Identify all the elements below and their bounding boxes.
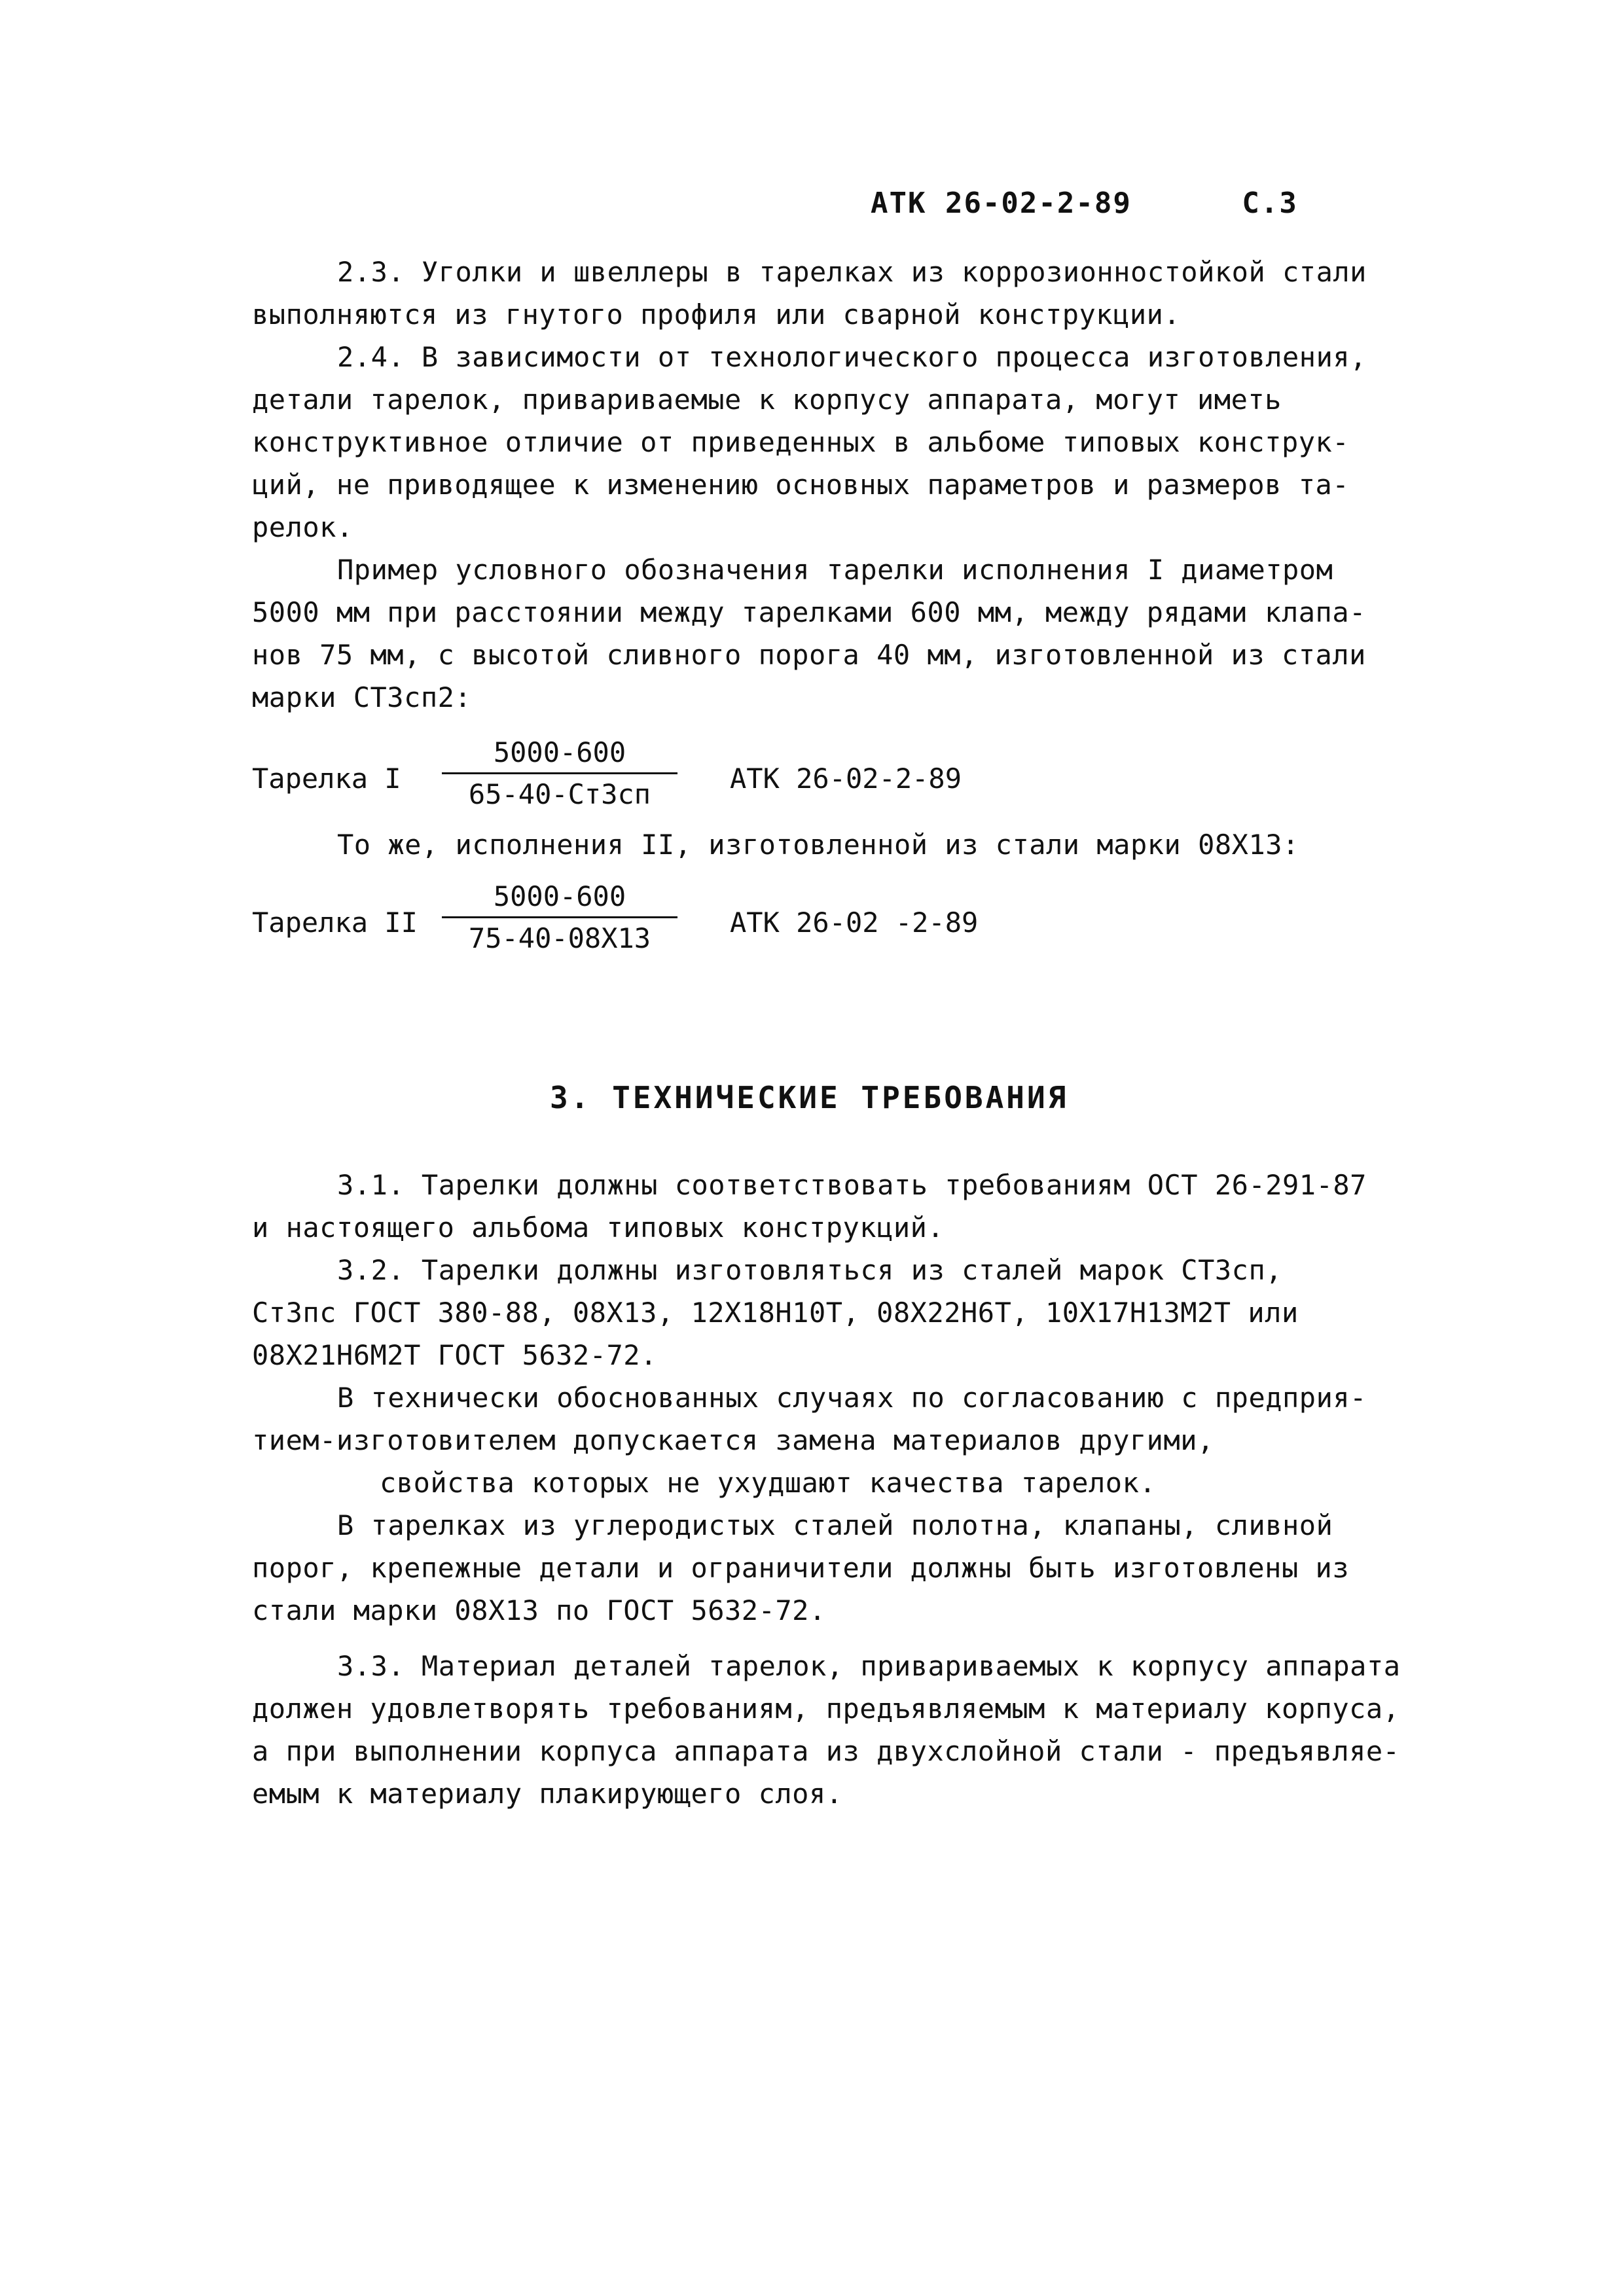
paragraph-3-2-line-2: Ст3пс ГОСТ 380-88, 08Х13, 12Х18Н10Т, 08Х22Н6Т, 10Х17Н13М2Т или	[252, 1297, 1299, 1329]
paragraph-2-4-line-4: ций, не приводящее к изменению основных параметров и размеров та-	[252, 469, 1350, 501]
example-line-2: 5000 мм при расстоянии между тарелками 600 мм, между рядами клапа-	[252, 596, 1366, 628]
paragraph-2-3-line-2: выполняются из гнутого профиля или сварной конструкции.	[252, 298, 1181, 331]
paragraph-3-3-line-4: емым к материалу плакирующего слоя.	[252, 1778, 843, 1810]
paragraph-3-2-line-3: 08Х21Н6М2Т ГОСТ 5632-72.	[252, 1339, 657, 1371]
paragraph-2-4-line-5: релок.	[252, 511, 353, 543]
paragraph-3-3-line-1: 3.3. Материал деталей тарелок, привариваемых к корпусу аппарата	[337, 1650, 1401, 1682]
designation-2-standard: АТК 26-02 -2-89	[730, 906, 979, 939]
designation-1-denominator: 65-40-Ст3сп	[468, 778, 651, 810]
designation-1-standard: АТК 26-02-2-89	[730, 762, 962, 795]
designation-1-numerator: 5000-600	[442, 736, 677, 774]
paragraph-3-1-line-2: и настоящего альбома типовых конструкций.	[252, 1211, 945, 1244]
paragraph-3-2c-line-1: В тарелках из углеродистых сталей полотна, клапаны, сливной	[337, 1509, 1333, 1541]
paragraph-2-3-line-1: 2.3. Уголки и швеллеры в тарелках из коррозионностойкой стали	[337, 256, 1367, 288]
page-header	[871, 187, 1298, 220]
example-line-1: Пример условного обозначения тарелки исполнения I диаметром	[337, 554, 1333, 586]
paragraph-2-4-line-2: детали тарелок, привариваемые к корпусу аппарата, могут иметь	[252, 384, 1282, 416]
paragraph-3-2b-line-3: свойства которых не ухудшают качества тарелок.	[380, 1467, 1157, 1499]
same-execution-line: То же, исполнения II, изготовленной из стали марки 08Х13:	[337, 829, 1299, 861]
paragraph-2-4-line-3: конструктивное отличие от приведенных в альбоме типовых конструк-	[252, 426, 1350, 458]
paragraph-3-2-line-1: 3.2. Тарелки должны изготовляться из сталей марок СТ3сп,	[337, 1254, 1283, 1286]
paragraph-3-3-line-2: должен удовлетворять требованиям, предъявляемым к материалу корпуса,	[252, 1693, 1400, 1725]
paragraph-2-4-line-1: 2.4. В зависимости от технологического процесса изготовления,	[337, 341, 1367, 373]
section-3-heading: 3. ТЕХНИЧЕСКИЕ ТРЕБОВАНИЯ	[550, 1080, 1069, 1115]
designation-1-fraction	[442, 736, 677, 810]
paragraph-3-2c-line-3: стали марки 08Х13 по ГОСТ 5632-72.	[252, 1594, 826, 1626]
designation-2-label: Тарелка II	[252, 906, 418, 939]
designation-2-fraction	[442, 880, 677, 954]
example-line-3: нов 75 мм, с высотой сливного порога 40 мм, изготовленной из стали	[252, 639, 1366, 671]
paragraph-3-2b-line-2: тием-изготовителем допускается замена материалов другими,	[252, 1424, 1214, 1456]
paragraph-3-2b-line-1: В технически обоснованных случаях по согласованию с предприя-	[337, 1382, 1367, 1414]
designation-1-label: Тарелка I	[252, 762, 401, 795]
paragraph-3-2c-line-2: порог, крепежные детали и ограничители должны быть изготовлены из	[252, 1552, 1350, 1584]
document-code: АТК 26-02-2-89	[871, 187, 1132, 220]
designation-2-numerator: 5000-600	[442, 880, 677, 918]
page-number: С.3	[1242, 187, 1298, 220]
paragraph-3-3-line-3: а при выполнении корпуса аппарата из двухслойной стали - предъявляе-	[252, 1735, 1400, 1767]
designation-2-denominator: 75-40-08Х13	[468, 922, 651, 954]
paragraph-3-1-line-1: 3.1. Тарелки должны соответствовать требованиям ОСТ 26-291-87	[337, 1169, 1367, 1201]
example-line-4: марки СТ3сп2:	[252, 681, 472, 713]
